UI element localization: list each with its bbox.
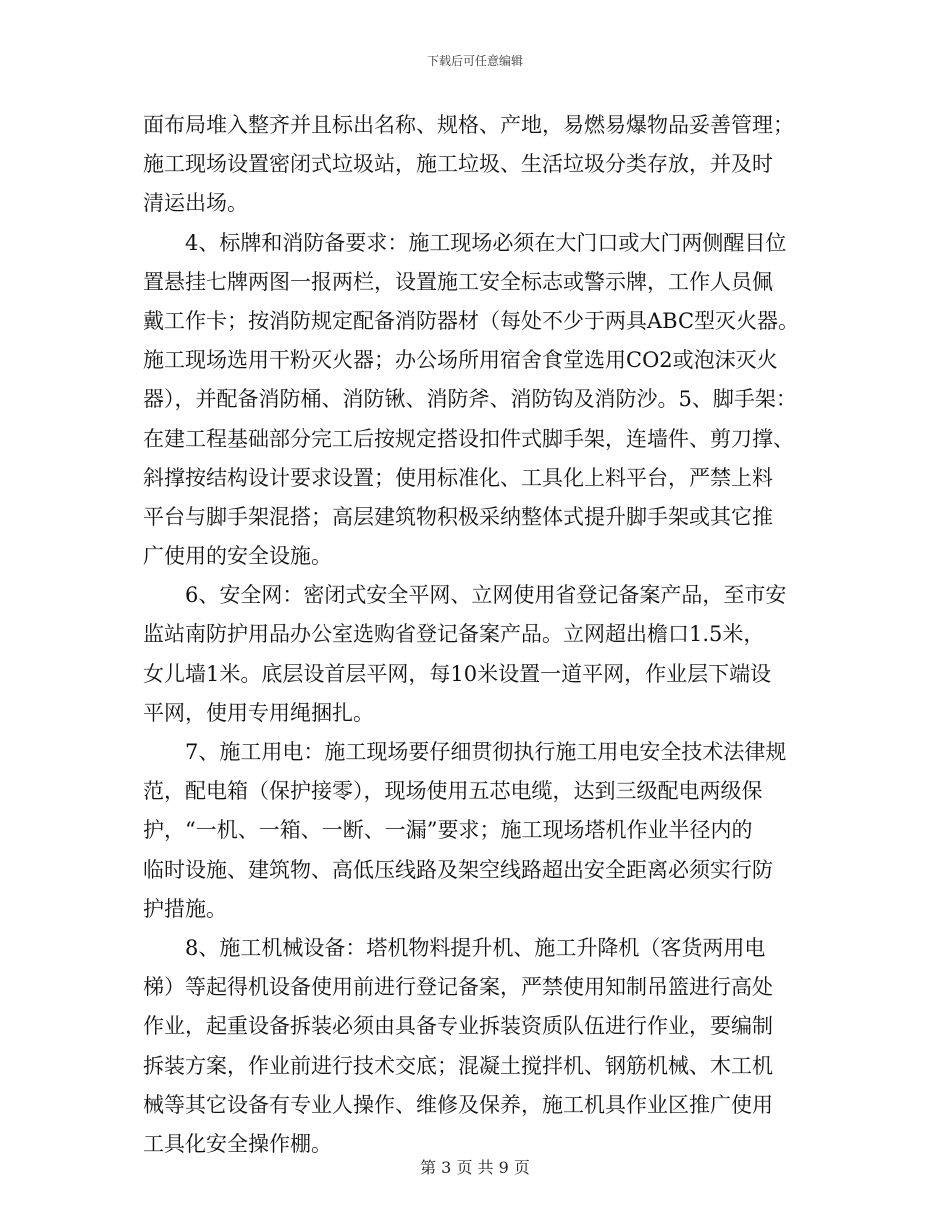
text-line: 6、安全网：密闭式安全平网、立网使用省登记备案产品，至市安 — [185, 583, 787, 608]
text-line: 面布局堆入整齐并且标出名称、规格、产地，易燃易爆物品妥善管理； — [143, 113, 794, 137]
text-line: 施工现场选用干粉灭火器；办公场所用宿舍食堂选用CO2或泡沫灭火 — [143, 348, 778, 373]
text-line: 平网，使用专用绳捆扎。 — [143, 700, 374, 725]
document-body — [143, 106, 813, 1164]
text-line: 范，配电箱（保护接零），现场使用五芯电缆，达到三级配电两级保 — [143, 779, 763, 804]
text-line: 平台与脚手架混搭；高层建筑物积极采纳整体式提升脚手架或其它推 — [143, 504, 773, 529]
text-line: 广使用的安全设施。 — [143, 544, 332, 569]
text-line: 工具化安全操作棚。 — [143, 1131, 332, 1156]
text-line: 清运出场。 — [143, 191, 248, 216]
page-footer: 第 3 页 共 9 页 — [420, 1158, 530, 1177]
text-line: 作业，起重设备拆装必须由具备专业拆装资质队伍进行作业，要编制 — [143, 1014, 773, 1039]
text-line: 斜撑按结构设计要求设置；使用标准化、工具化上料平台，严禁上料 — [143, 465, 773, 490]
text-line: 梯）等起得机设备使用前进行登记备案，严禁使用知制吊篮进行高处 — [143, 975, 773, 1000]
text-line: 监站南防护用品办公室选购省登记备案产品。立网超出檐口1.5米， — [143, 622, 765, 647]
text-line: 施工现场设置密闭式垃圾站，施工垃圾、生活垃圾分类存放，并及时 — [143, 152, 773, 177]
text-line: 在建工程基础部分完工后按规定搭设扣件式脚手架，连墙件、剪刀撑、 — [143, 426, 794, 451]
text-line: 护，“一机、一箱、一断、一漏”要求；施工现场塔机作业半径内的 — [143, 818, 753, 843]
text-line: 戴工作卡；按消防规定配备消防器材（每处不少于两具ABC型灭火器。 — [143, 308, 800, 333]
text-line: 8、施工机械设备：塔机物料提升机、施工升降机（客货两用电 — [185, 935, 766, 960]
text-line: 置悬挂七牌两图一报两栏，设置施工安全标志或警示牌，工作人员佩 — [143, 269, 773, 294]
text-line: 女儿墙1米。底层设首层平网，每10米设置一道平网，作业层下端设 — [143, 661, 772, 686]
text-line: 临时设施、建筑物、高低压线路及架空线路超出安全距离必须实行防 — [143, 857, 773, 882]
text-line: 械等其它设备有专业人操作、维修及保养，施工机具作业区推广使用 — [143, 1092, 773, 1117]
text-line: 4、标牌和消防备要求：施工现场必须在大门口或大门两侧醒目位 — [185, 230, 787, 255]
text-line: 拆装方案，作业前进行技术交底；混凝土搅拌机、钢筋机械、木工机 — [143, 1053, 773, 1078]
page-header: 下载后可任意编辑 — [426, 54, 523, 68]
text-line: 器），并配备消防桶、消防锹、消防斧、消防钩及消防沙。5、脚手架： — [143, 387, 797, 412]
text-line: 护措施。 — [143, 896, 227, 921]
text-line: 7、施工用电：施工现场要仔细贯彻执行施工用电安全技术法律规 — [185, 740, 787, 764]
